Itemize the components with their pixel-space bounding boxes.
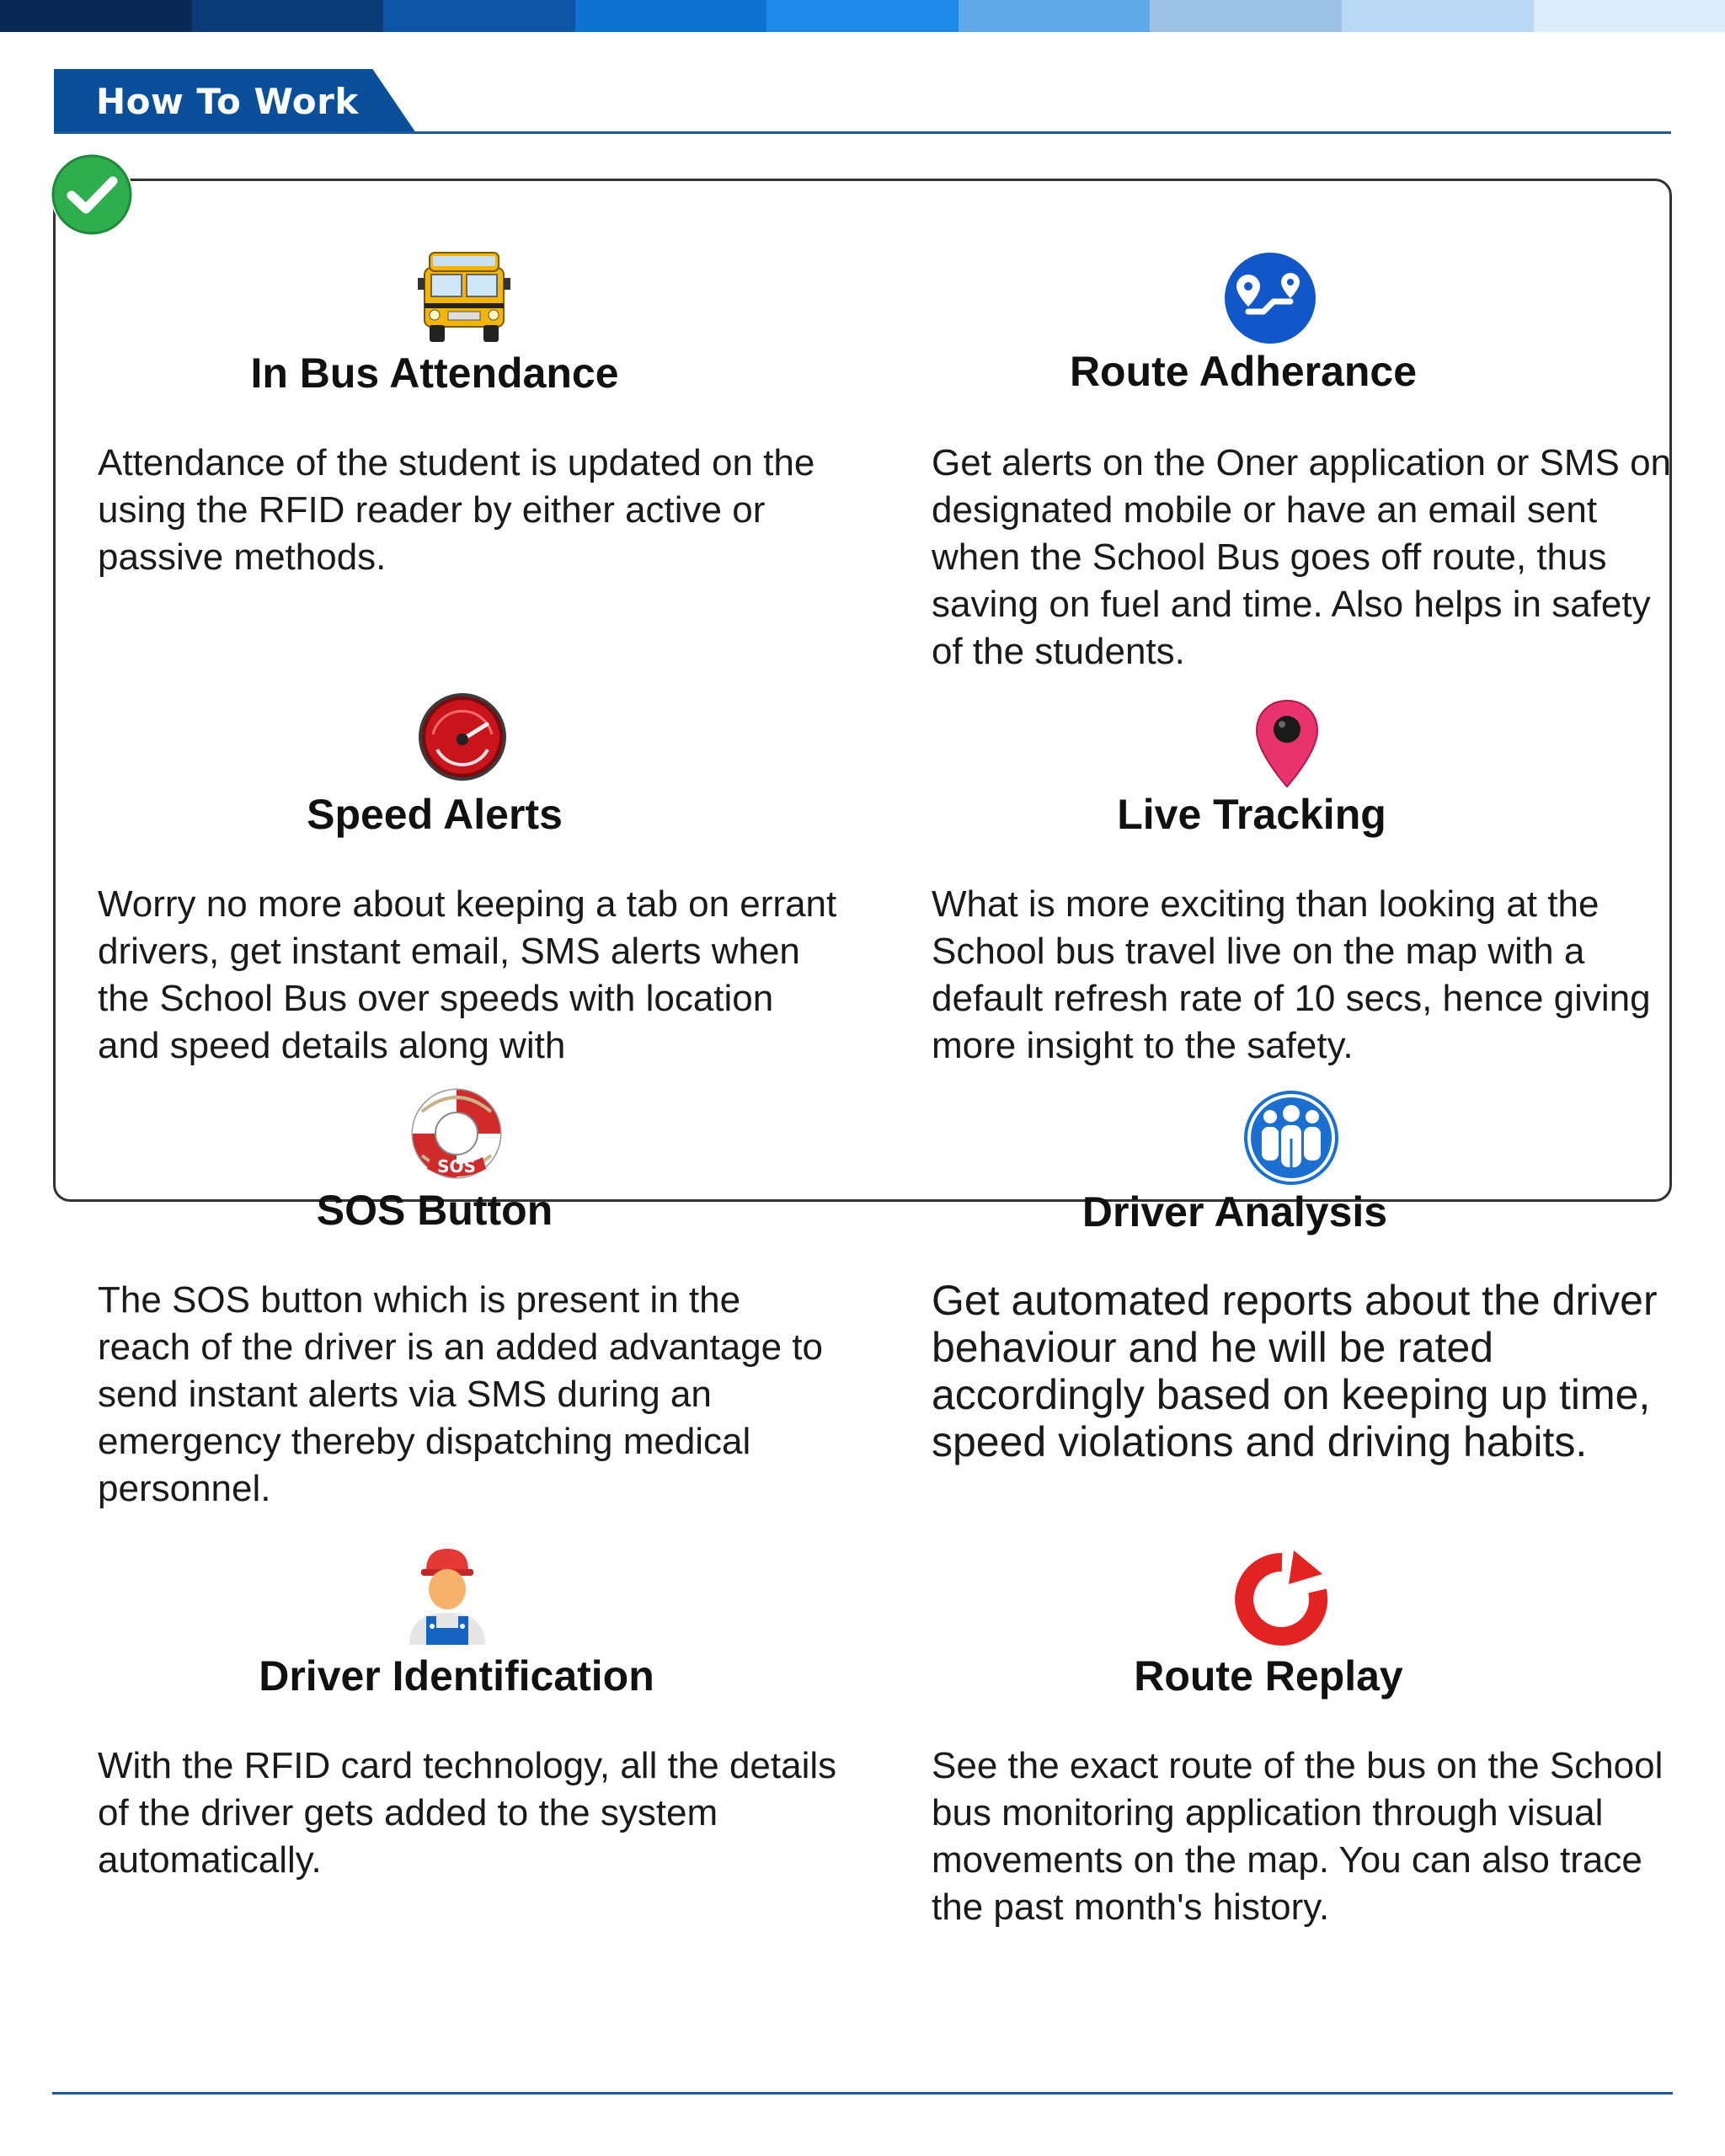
stripe-segment [1342, 0, 1534, 32]
feature-description: Get automated reports about the driver behaviour and he will be rated accordingly based on keeping up time, speed violations and driving habits. [932, 1277, 1658, 1465]
feature-title: SOS Button [316, 1187, 553, 1234]
map-pin-icon [1253, 697, 1321, 792]
top-color-stripe [0, 0, 1725, 32]
speedometer-icon [416, 691, 509, 783]
sos-icon-text: SOS [437, 1156, 476, 1177]
stripe-segment [766, 0, 959, 32]
section-header [54, 69, 1671, 135]
footer-divider [52, 2092, 1673, 2095]
stripe-segment [1534, 0, 1725, 32]
stripe-segment [192, 0, 384, 32]
feature-description: See the exact route of the bus on the School bus monitoring application through visual movements on the map. You can also trace the past month's history. [932, 1745, 1664, 1928]
stripe-segment [1150, 0, 1342, 32]
feature-description: Get alerts on the Oner application or SMS on designated mobile or have an email sent when the School Bus goes off route, thus saving on fuel and time. Also helps in safety of the students. [932, 442, 1672, 672]
header-divider [54, 131, 1671, 134]
people-group-icon [1242, 1088, 1341, 1187]
route-icon [1223, 251, 1317, 345]
stripe-segment [383, 0, 575, 32]
sos-lifebuoy-icon [405, 1086, 508, 1184]
driver-avatar-icon [401, 1545, 494, 1646]
feature-description: With the RFID card technology, all the details of the driver gets added to the system automatically. [98, 1745, 837, 1881]
replay-icon [1235, 1550, 1329, 1646]
check-icon [49, 152, 135, 237]
feature-description: Worry no more about keeping a tab on errant drivers, get instant email, SMS alerts when the School Bus over speeds with location and speed details along with [98, 883, 837, 1066]
feature-description: What is more exciting than looking at the School bus travel live on the map with a default refresh rate of 10 secs, hence giving more insight to the safety. [932, 883, 1651, 1066]
feature-title: Live Tracking [1117, 791, 1386, 838]
feature-description: Attendance of the student is updated on the using the RFID reader by either active or passive methods. [98, 442, 815, 578]
feature-title: Speed Alerts [307, 791, 563, 838]
stripe-segment [0, 0, 192, 32]
school-bus-icon [418, 244, 510, 345]
feature-title: In Bus Attendance [250, 350, 619, 397]
feature-title: Driver Analysis [1081, 1188, 1388, 1235]
stripe-segment [959, 0, 1151, 32]
stripe-segment [575, 0, 767, 32]
feature-title: Route Adherance [1069, 348, 1418, 395]
section-title: How To Work [96, 81, 359, 122]
feature-description: The SOS button which is present in the reach of the driver is an added advantage to send instant alerts via SMS during an emergency thereby dispatching medical personnel. [98, 1279, 824, 1509]
feature-title: Driver Identification [259, 1652, 654, 1700]
feature-title: Route Replay [1134, 1652, 1403, 1700]
